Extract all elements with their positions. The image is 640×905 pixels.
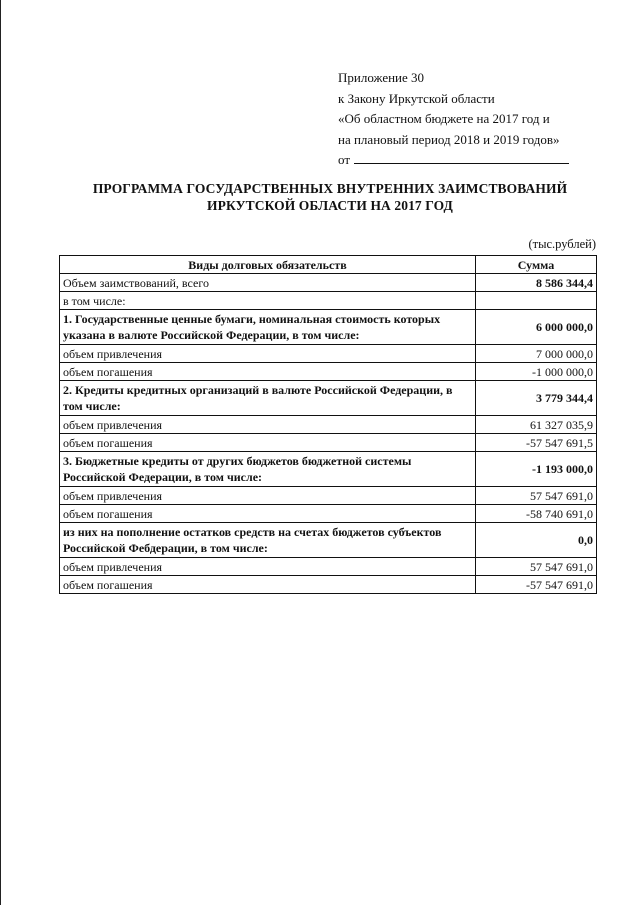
row-name: объем привлечения <box>60 487 476 505</box>
appendix-date-label: от <box>338 152 351 167</box>
row-amount: -57 547 691,5 <box>476 434 597 452</box>
row-amount: -58 740 691,0 <box>476 505 597 523</box>
table-row <box>60 310 597 345</box>
row-amount: -1 193 000,0 <box>476 452 597 487</box>
appendix-date-line <box>338 150 569 171</box>
row-name: объем привлечения <box>60 345 476 363</box>
title-line-1: ПРОГРАММА ГОСУДАРСТВЕННЫХ ВНУТРЕННИХ ЗАИМСТВОВАНИЙ <box>92 181 568 196</box>
row-name: Объем заимствований, всего <box>60 274 476 292</box>
document-title <box>60 180 600 214</box>
row-amount <box>476 292 597 310</box>
row-amount: 0,0 <box>476 523 597 558</box>
table-row <box>60 416 597 434</box>
row-name: из них на пополнение остатков средств на счетах бюджетов субъектов Российской Фебдерации, в том числе: <box>60 523 476 558</box>
row-name: объем привлечения <box>60 558 476 576</box>
appendix-line-3: «Об областном бюджете на 2017 год и <box>338 111 550 126</box>
row-name: объем погашения <box>60 505 476 523</box>
row-amount: -1 000 000,0 <box>476 363 597 381</box>
table-row <box>60 505 597 523</box>
row-amount: 57 547 691,0 <box>476 558 597 576</box>
row-name: объем погашения <box>60 363 476 381</box>
title-line-2: ИРКУТСКОЙ ОБЛАСТИ НА 2017 ГОД <box>207 198 453 213</box>
appendix-line-2: к Закону Иркутской области <box>338 90 495 106</box>
table-row <box>60 292 597 310</box>
row-amount: 8 586 344,4 <box>476 274 597 292</box>
row-name: 3. Бюджетные кредиты от других бюджетов бюджетной системы Российской Федерации, в том числе: <box>60 452 476 487</box>
table-row <box>60 523 597 558</box>
row-name: объем привлечения <box>60 416 476 434</box>
header-debt-types: Виды долговых обязательств <box>60 256 476 274</box>
date-blank-line <box>354 151 569 164</box>
table-row <box>60 434 597 452</box>
row-amount: -57 547 691,0 <box>476 576 597 594</box>
row-amount: 61 327 035,9 <box>476 416 597 434</box>
row-name: 1. Государственные ценные бумаги, номинальная стоимость которых указана в валюте Российской Федерации, в том числе: <box>60 310 476 345</box>
row-name: объем погашения <box>60 576 476 594</box>
table-row <box>60 363 597 381</box>
appendix-line-1: Приложение 30 <box>338 70 425 85</box>
row-amount: 57 547 691,0 <box>476 487 597 505</box>
page-left-border <box>0 0 1 905</box>
borrowing-table <box>59 255 597 594</box>
row-amount: 7 000 000,0 <box>476 345 597 363</box>
table-header-row <box>60 256 597 274</box>
table-row <box>60 487 597 505</box>
table-row <box>60 576 597 594</box>
table-row <box>60 381 597 416</box>
row-name: в том числе: <box>60 292 476 310</box>
appendix-line-4: на плановый период 2018 и 2019 годов» <box>338 131 560 147</box>
header-amount: Сумма <box>476 256 597 274</box>
table-row <box>60 274 597 292</box>
appendix-header <box>338 68 569 171</box>
row-amount: 3 779 344,4 <box>476 381 597 416</box>
table-row <box>60 345 597 363</box>
table-row <box>60 558 597 576</box>
row-name: 2. Кредиты кредитных организаций в валюте Российской Федерации, в том числе: <box>60 381 476 416</box>
row-amount: 6 000 000,0 <box>476 310 597 345</box>
row-name: объем погашения <box>60 434 476 452</box>
units-label: (тыс.рублей) <box>528 237 596 251</box>
table-row <box>60 452 597 487</box>
